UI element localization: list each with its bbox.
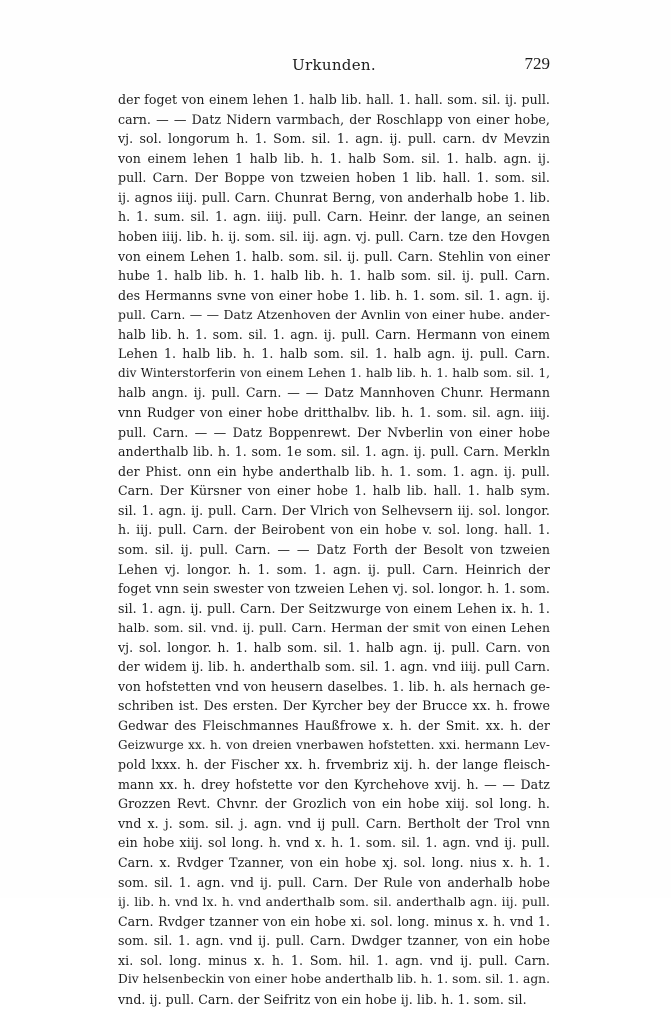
- text-line: vj. sol. longor. h. 1. halb som. sil. 1. halb agn. ij. pull. Carn. von: [118, 639, 550, 655]
- text-line: von einem lehen 1 halb lib. h. 1. halb Som. sil. 1. halb. agn. ij.: [118, 150, 550, 166]
- running-head: Urkunden.: [292, 56, 376, 74]
- text-line: Gedwar des Fleischmannes Haußfrowe x. h. der Smit. xx. h. der: [118, 718, 550, 733]
- text-line: Carn. Rvdger tzanner von ein hobe xi. sol. long. minus x. h. vnd 1.: [118, 913, 550, 929]
- text-line: halb. som. sil. vnd. ij. pull. Carn. Herman der smit von einen Lehen: [118, 620, 550, 636]
- text-line: anderthalb lib. h. 1. som. 1e som. sil. 1. agn. ij. pull. Carn. Merkln: [118, 444, 550, 460]
- text-line: hube 1. halb lib. h. 1. halb lib. h. 1. halb som. sil. ij. pull. Carn.: [118, 268, 550, 284]
- text-line: der widem ij. lib. h. anderthalb som. sil. 1. agn. vnd iiij. pull Carn.: [118, 659, 550, 675]
- page-number: 729: [524, 54, 550, 73]
- text-line: sil. 1. agn. ij. pull. Carn. Der Seitzwurge von einem Lehen ix. h. 1.: [118, 600, 550, 616]
- text-line: Grozzen Revt. Chvnr. der Grozlich von ein hobe xiij. sol long. h.: [118, 796, 550, 812]
- text-line: h. iij. pull. Carn. der Beirobent von ein hobe v. sol. long. hall. 1.: [118, 522, 550, 538]
- text-line: Div helsenbeckin von einer hobe anderthalb lib. h. 1. som. sil. 1. agn.: [118, 972, 550, 987]
- text-line: pold lxxx. h. der Fischer xx. h. frvembriz xij. h. der lange fleisch-: [118, 757, 550, 773]
- text-line: vnn Rudger von einer hobe dritthalbv. lib. h. 1. som. sil. agn. iiij.: [118, 405, 550, 420]
- text-line: Carn. x. Rvdger Tzanner, von ein hobe xj. sol. long. nius x. h. 1.: [118, 854, 550, 870]
- text-line: pull. Carn. Der Boppe von tzweien hoben 1 lib. hall. 1. som. sil.: [118, 170, 550, 186]
- text-line: Geizwurge xx. h. von dreien vnerbawen hofstetten. xxi. hermann Lev-: [118, 737, 550, 752]
- text-line: xi. sol. long. minus x. h. 1. Som. hil. 1. agn. vnd ij. pull. Carn.: [118, 952, 550, 968]
- text-line: schriben ist. Des ersten. Der Kyrcher bey der Brucce xx. h. frowe: [118, 698, 550, 714]
- text-line: som. sil. 1. agn. vnd ij. pull. Carn. Der Rule von anderhalb hobe: [118, 874, 550, 890]
- text-line: div Winterstorferin von einem Lehen 1. halb lib. h. 1. halb som. sil. 1,: [118, 365, 550, 380]
- text-line: foget vnn sein swester von tzweien Lehen vj. sol. longor. h. 1. som.: [118, 581, 550, 597]
- text-line: ein hobe xiij. sol long. h. vnd x. h. 1. som. sil. 1. agn. vnd ij. pull.: [118, 835, 550, 851]
- text-line: der foget von einem lehen 1. halb lib. hall. 1. hall. som. sil. ij. pull.: [118, 92, 550, 107]
- text-line: Lehen 1. halb lib. h. 1. halb som. sil. 1. halb agn. ij. pull. Carn.: [118, 346, 550, 362]
- text-line: sil. 1. agn. ij. pull. Carn. Der Vlrich von Selhevsern iij. sol. longor.: [118, 502, 550, 518]
- text-line: ij. lib. h. vnd lx. h. vnd anderthalb som. sil. anderthalb agn. iij. pull.: [118, 894, 550, 910]
- text-line: ij. agnos iiij. pull. Carn. Chunrat Berng, von anderhalb hobe 1. lib.: [118, 189, 550, 205]
- text-line: carn. — — Datz Nidern varmbach, der Roschlapp von einer hobe,: [118, 111, 550, 127]
- text-line: mann xx. h. drey hofstette vor den Kyrchehove xvij. h. — — Datz: [118, 776, 550, 792]
- text-line: halb angn. ij. pull. Carn. — — Datz Mannhoven Chunr. Hermann: [118, 385, 550, 401]
- text-line: hoben iiij. lib. h. ij. som. sil. iij. agn. vj. pull. Carn. tze den Hovgen: [118, 228, 550, 244]
- page-header: [118, 54, 550, 78]
- text-line: h. 1. sum. sil. 1. agn. iiij. pull. Carn. Heinr. der lange, an seinen: [118, 209, 550, 225]
- text-line: som. sil. ij. pull. Carn. — — Datz Forth der Besolt von tzweien: [118, 541, 550, 557]
- text-line: vj. sol. longorum h. 1. Som. sil. 1. agn. ij. pull. carn. dv Mevzin: [118, 131, 550, 147]
- body-text: [118, 90, 550, 1009]
- text-line: vnd x. j. som. sil. j. agn. vnd ij pull. Carn. Bertholt der Trol vnn: [118, 815, 550, 831]
- text-line: halb lib. h. 1. som. sil. 1. agn. ij. pull. Carn. Hermann von einem: [118, 326, 550, 342]
- text-line: des Hermanns svne von einer hobe 1. lib. h. 1. som. sil. 1. agn. ij.: [118, 287, 550, 303]
- text-line: Carn. Der Kürsner von einer hobe 1. halb lib. hall. 1. halb sym.: [118, 483, 550, 499]
- text-line: som. sil. 1. agn. vnd ij. pull. Carn. Dwdger tzanner, von ein hobe: [118, 933, 550, 949]
- text-line: pull. Carn. — — Datz Boppenrewt. Der Nvberlin von einer hobe: [118, 424, 550, 440]
- text-line: von hofstetten vnd von heusern daselbes. 1. lib. h. als hernach ge-: [118, 678, 550, 694]
- text-line: vnd. ij. pull. Carn. der Seifritz von ein hobe ij. lib. h. 1. som. sil.: [118, 991, 527, 1007]
- text-line: von einem Lehen 1. halb. som. sil. ij. pull. Carn. Stehlin von einer: [118, 248, 550, 264]
- text-line: pull. Carn. — — Datz Atzenhoven der Avnlin von einer hube. ander-: [118, 307, 550, 323]
- text-line: der Phist. onn ein hybe anderthalb lib. h. 1. som. 1. agn. ij. pull.: [118, 463, 550, 479]
- text-line: Lehen vj. longor. h. 1. som. 1. agn. ij. pull. Carn. Heinrich der: [118, 561, 550, 577]
